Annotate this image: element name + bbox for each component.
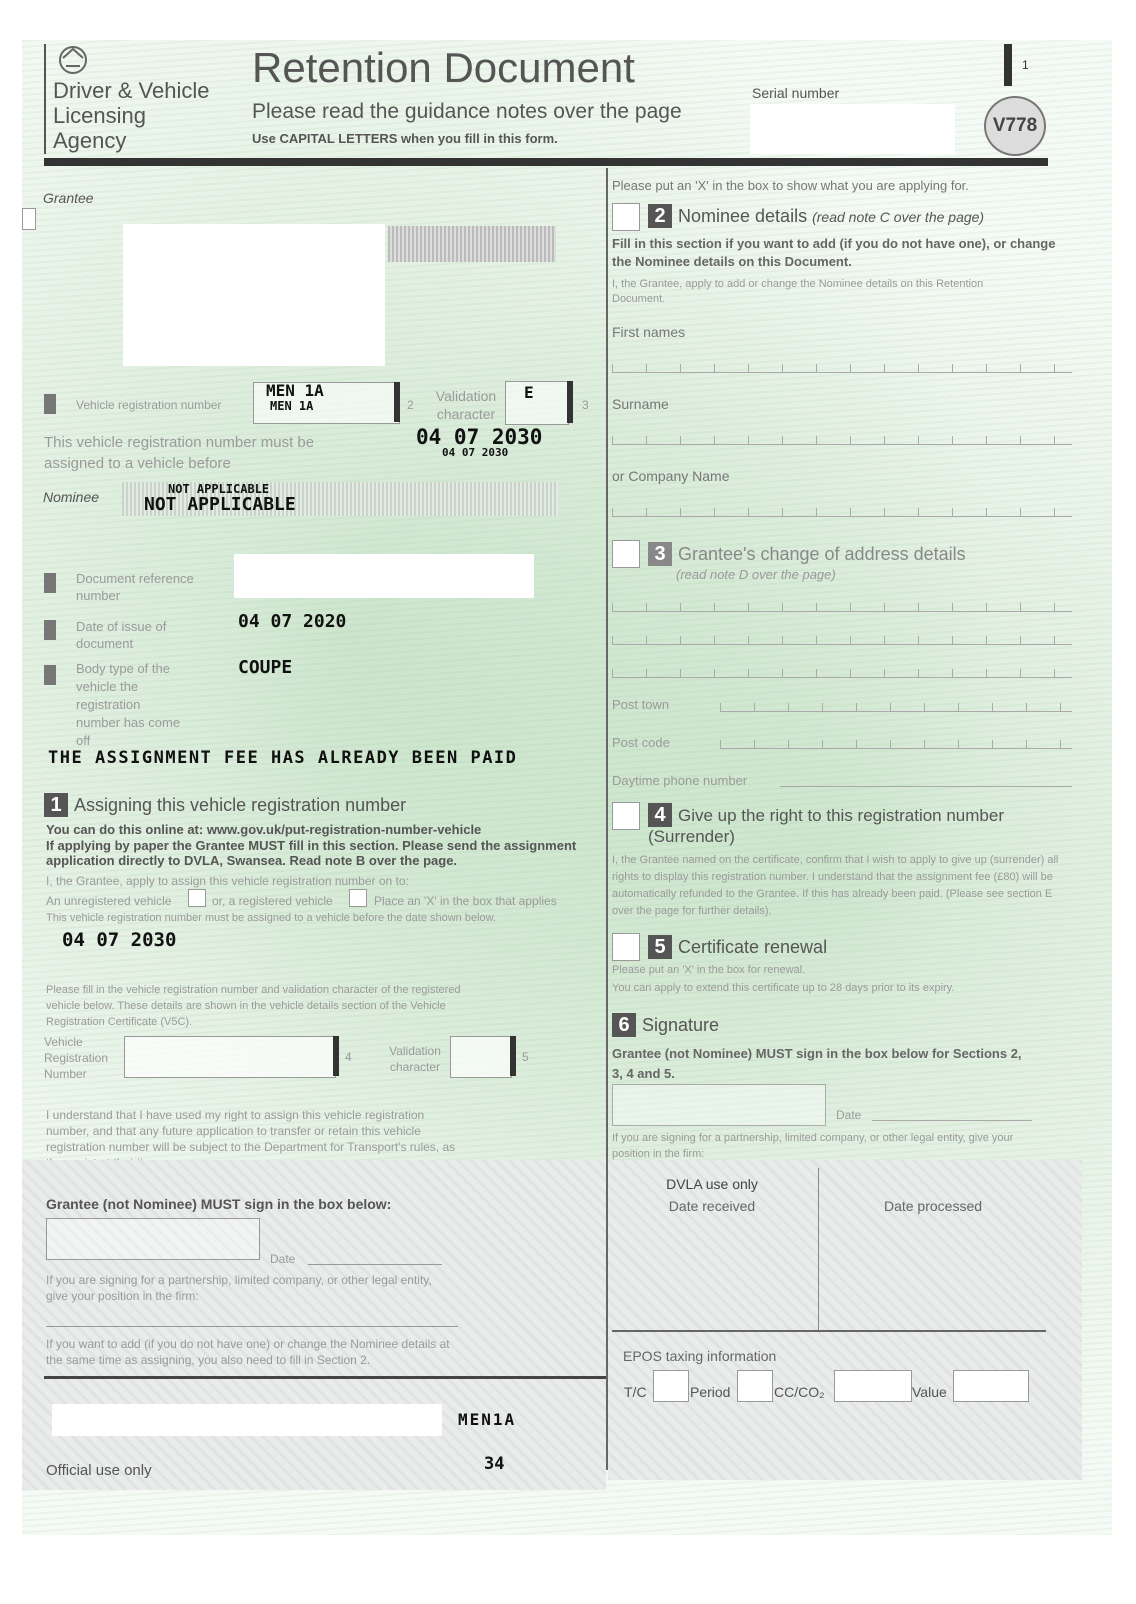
first-names-label: First names: [612, 324, 686, 340]
section-2-title: Nominee details: [678, 206, 808, 226]
vrn-value: MEN 1A: [266, 381, 324, 400]
section-4-number: 4: [648, 803, 672, 827]
section-6-header: [612, 1013, 719, 1037]
docref-marker: [44, 573, 56, 593]
section-3-checkbox[interactable]: [612, 540, 640, 568]
address-line-2[interactable]: [612, 630, 1072, 645]
add-nominee-text: If you want to add (if you do not have one) or change the Nominee details at the same time as assigning, you also need to fill in Section 2.: [46, 1337, 450, 1367]
before-date-text: This vehicle registration number must be assigned to a vehicle before the date shown below.: [46, 912, 497, 924]
sign-label: Grantee (not Nominee) MUST sign in the box below:: [46, 1196, 392, 1212]
bottom-reg: MEN1A: [458, 1410, 517, 1429]
online-text: You can do this online at: www.gov.uk/put-registration-number-vehicle: [46, 822, 482, 837]
dvla-box-rule: [612, 1330, 1046, 1332]
section-1-title: Assigning this vehicle registration number: [74, 795, 407, 815]
vrn-marker: [44, 394, 56, 414]
section-5-text-2: You can apply to extend this certificate up to 28 days prior to its expiry.: [612, 982, 955, 994]
period-label: Period: [690, 1384, 731, 1400]
section-3-note: (read note D over the page): [676, 567, 836, 582]
marker-3: 3: [582, 398, 589, 412]
vrn-label: Vehicle registration number: [76, 398, 222, 412]
section-4-title: Give up the right to this registration number (Surrender): [648, 806, 1004, 846]
bottom-rule: [44, 1376, 606, 1379]
marker-5: 5: [522, 1050, 529, 1064]
section-6-date-line[interactable]: [872, 1120, 1032, 1121]
fill-in-text: Please fill in the vehicle registration number and validation character of the registered vehicle below. These details are shown in the vehicle details section of the Vehicle Registration Certificate (V5C).: [46, 984, 461, 1028]
cc-label: CC/CO₂: [774, 1384, 825, 1400]
position-line[interactable]: [46, 1326, 458, 1327]
understand-text: I understand that I have used my right to assign this vehicle registration number, and that any future application to transfer or retain this vehicle registration number will be subject to the Department for Transport's rules, as: [46, 1108, 456, 1154]
docref-label: Document reference number: [76, 571, 194, 603]
section-2-apply: I, the Grantee, apply to add or change the Nominee details on this Retention Document.: [612, 278, 984, 305]
section-1-number: 1: [44, 793, 68, 817]
agency-line-3: Agency: [53, 128, 127, 153]
validation-bar: [567, 381, 573, 423]
date-received-label: Date received: [668, 1198, 756, 1214]
dvla-use-only: DVLA use only: [666, 1176, 758, 1192]
body-label: Body type of the vehicle the registration number has come off: [76, 661, 181, 748]
bottom-number: 34: [484, 1454, 505, 1474]
section-2-intro: Fill in this section if you want to add (if you do not have one), or change the Nominee details on this Document.: [612, 236, 1056, 269]
grantee-address-field: [123, 224, 385, 366]
dvla-crest-icon: [55, 44, 91, 76]
validation-value: E: [524, 383, 534, 402]
section-6-text: Grantee (not Nominee) MUST sign in the box below for Sections 2, 3, 4 and 5.: [612, 1046, 1022, 1081]
body-marker: [44, 665, 56, 685]
page-title: Retention Document: [252, 44, 635, 91]
agency-line-2: Licensing: [53, 103, 146, 128]
section-5-text-1: Please put an 'X' in the box for renewal.: [612, 964, 806, 976]
agency-name: [53, 78, 210, 153]
section-2-header: [648, 204, 984, 228]
section-6-title: Signature: [642, 1015, 720, 1035]
company-label: or Company Name: [612, 468, 730, 484]
tc-label: T/C: [624, 1384, 647, 1400]
section-2-checkbox[interactable]: [612, 203, 640, 231]
sign-date-label: Date: [270, 1252, 296, 1266]
serial-number-label: Serial number: [752, 85, 840, 101]
section-4-header: [648, 803, 1068, 847]
paper-text: If applying by paper the Grantee MUST fill in this section. Please send the assignment application directly to DVLA, Swansea. Read note B over the page.: [46, 838, 577, 868]
section-5-checkbox[interactable]: [612, 933, 640, 961]
section-5-title: Certificate renewal: [678, 937, 828, 957]
section-6-number: 6: [612, 1013, 636, 1037]
form-code-badge: V778: [984, 96, 1046, 156]
surname-label: Surname: [612, 396, 669, 412]
section-3-title: Grantee's change of address details: [678, 544, 966, 564]
grantee-side-marker: [22, 208, 36, 230]
signature-box[interactable]: [46, 1218, 260, 1260]
period-input[interactable]: [737, 1370, 773, 1402]
redacted-strip-1: [388, 226, 556, 262]
issue-label: Date of issue of document: [76, 619, 167, 651]
date-processed-label: Date processed: [883, 1198, 983, 1214]
registered-label: or, a registered vehicle: [212, 894, 333, 908]
phone-line[interactable]: [780, 786, 1072, 787]
vrn-input-bar: [333, 1036, 339, 1076]
place-x-text: Place an 'X' in the box that applies: [374, 894, 557, 908]
vrn-input[interactable]: [124, 1036, 336, 1078]
section-4-text: I, the Grantee named on the certificate, confirm that I wish to apply to give up (surrender) all rights to display this registration number. I understand that the assignment fee (£80) will be automatically refunded to the Grantee. If this has already been paid. (Please see section E over the page for further details).: [612, 854, 1059, 917]
page-subtitle: Please read the guidance notes over the page: [252, 100, 682, 123]
nominee-small: NOT APPLICABLE: [168, 482, 270, 496]
section-1-date: 04 07 2030: [62, 929, 177, 951]
section-5-header: [648, 935, 827, 959]
page-marker: [1004, 44, 1012, 86]
barcode-field: [52, 1404, 442, 1436]
phone-label: Daytime phone number: [612, 773, 748, 788]
agency-border: [44, 44, 46, 154]
section-3-header: [648, 542, 966, 566]
position-text: If you are signing for a partnership, limited company, or other legal entity, give your position in the firm:: [46, 1273, 432, 1303]
first-names-field[interactable]: [612, 358, 1072, 373]
value-label: Value: [912, 1384, 947, 1400]
vrn-small: MEN 1A: [270, 399, 314, 413]
expiry-date: 04 07 2030: [416, 425, 543, 449]
validation-box: [505, 381, 569, 425]
agency-line-1: Driver & Vehicle: [53, 78, 210, 103]
body-value: COUPE: [238, 657, 293, 678]
marker-2: 2: [407, 398, 414, 412]
serial-number-field: [750, 104, 955, 154]
address-line-3[interactable]: [612, 663, 1072, 678]
must-assign-text: This vehicle registration number must be assigned to a vehicle before: [44, 434, 315, 472]
tc-input[interactable]: [653, 1370, 689, 1402]
validation-input[interactable]: [450, 1036, 512, 1078]
surname-field[interactable]: [612, 430, 1072, 445]
marker-4: 4: [345, 1050, 352, 1064]
registered-checkbox[interactable]: [349, 889, 367, 907]
issue-value: 04 07 2020: [238, 611, 347, 632]
section-2-number: 2: [648, 204, 672, 228]
page-number: 1: [1022, 58, 1029, 72]
vrn-field-label: Vehicle Registration Number: [44, 1035, 109, 1081]
docref-field: [234, 554, 534, 598]
validation-input-label: Validation character: [389, 1044, 441, 1074]
fee-note: THE ASSIGNMENT FEE HAS ALREADY BEEN PAID: [48, 748, 518, 768]
section-6-partnership: If you are signing for a partnership, limited company, or other legal entity, give your position in the firm:: [612, 1132, 1014, 1160]
address-line-1[interactable]: [612, 597, 1072, 612]
section-6-signature-box[interactable]: [612, 1084, 826, 1126]
unregistered-checkbox[interactable]: [188, 889, 206, 907]
official-use-label: Official use only: [46, 1462, 152, 1479]
dvla-box-divider: [818, 1168, 819, 1330]
header-rule: [44, 158, 1048, 166]
section-3-number: 3: [648, 542, 672, 566]
section-2-note: (read note C over the page): [812, 209, 985, 225]
value-input[interactable]: [953, 1370, 1029, 1402]
nominee-value: NOT APPLICABLE: [144, 494, 296, 515]
post-town-field[interactable]: [720, 697, 1072, 712]
grantee-label: Grantee: [43, 190, 94, 206]
epos-label: EPOS taxing information: [623, 1348, 777, 1364]
vrn-bar: [394, 382, 400, 422]
post-code-field[interactable]: [720, 734, 1072, 749]
validation-input-bar: [510, 1036, 516, 1076]
section-4-checkbox[interactable]: [612, 802, 640, 830]
validation-label: Validation character: [435, 388, 497, 422]
expiry-date-small: 04 07 2030: [442, 446, 509, 459]
section-1-header: [44, 793, 406, 817]
post-town-label: Post town: [612, 697, 670, 712]
apply-text: I, the Grantee, apply to assign this vehicle registration number on to:: [46, 874, 409, 888]
put-x-text: Please put an 'X' in the box to show what you are applying for.: [612, 178, 969, 193]
sign-date-line[interactable]: [308, 1264, 442, 1265]
capital-letters-instruction: Use CAPITAL LETTERS when you fill in this form.: [252, 131, 558, 146]
issue-marker: [44, 620, 56, 640]
cc-input[interactable]: [834, 1370, 912, 1402]
nominee-label: Nominee: [43, 489, 100, 505]
company-field[interactable]: [612, 502, 1072, 517]
section-5-number: 5: [648, 935, 672, 959]
section-6-date-label: Date: [836, 1108, 862, 1122]
post-code-label: Post code: [612, 735, 670, 750]
unregistered-label: An unregistered vehicle: [46, 894, 172, 908]
